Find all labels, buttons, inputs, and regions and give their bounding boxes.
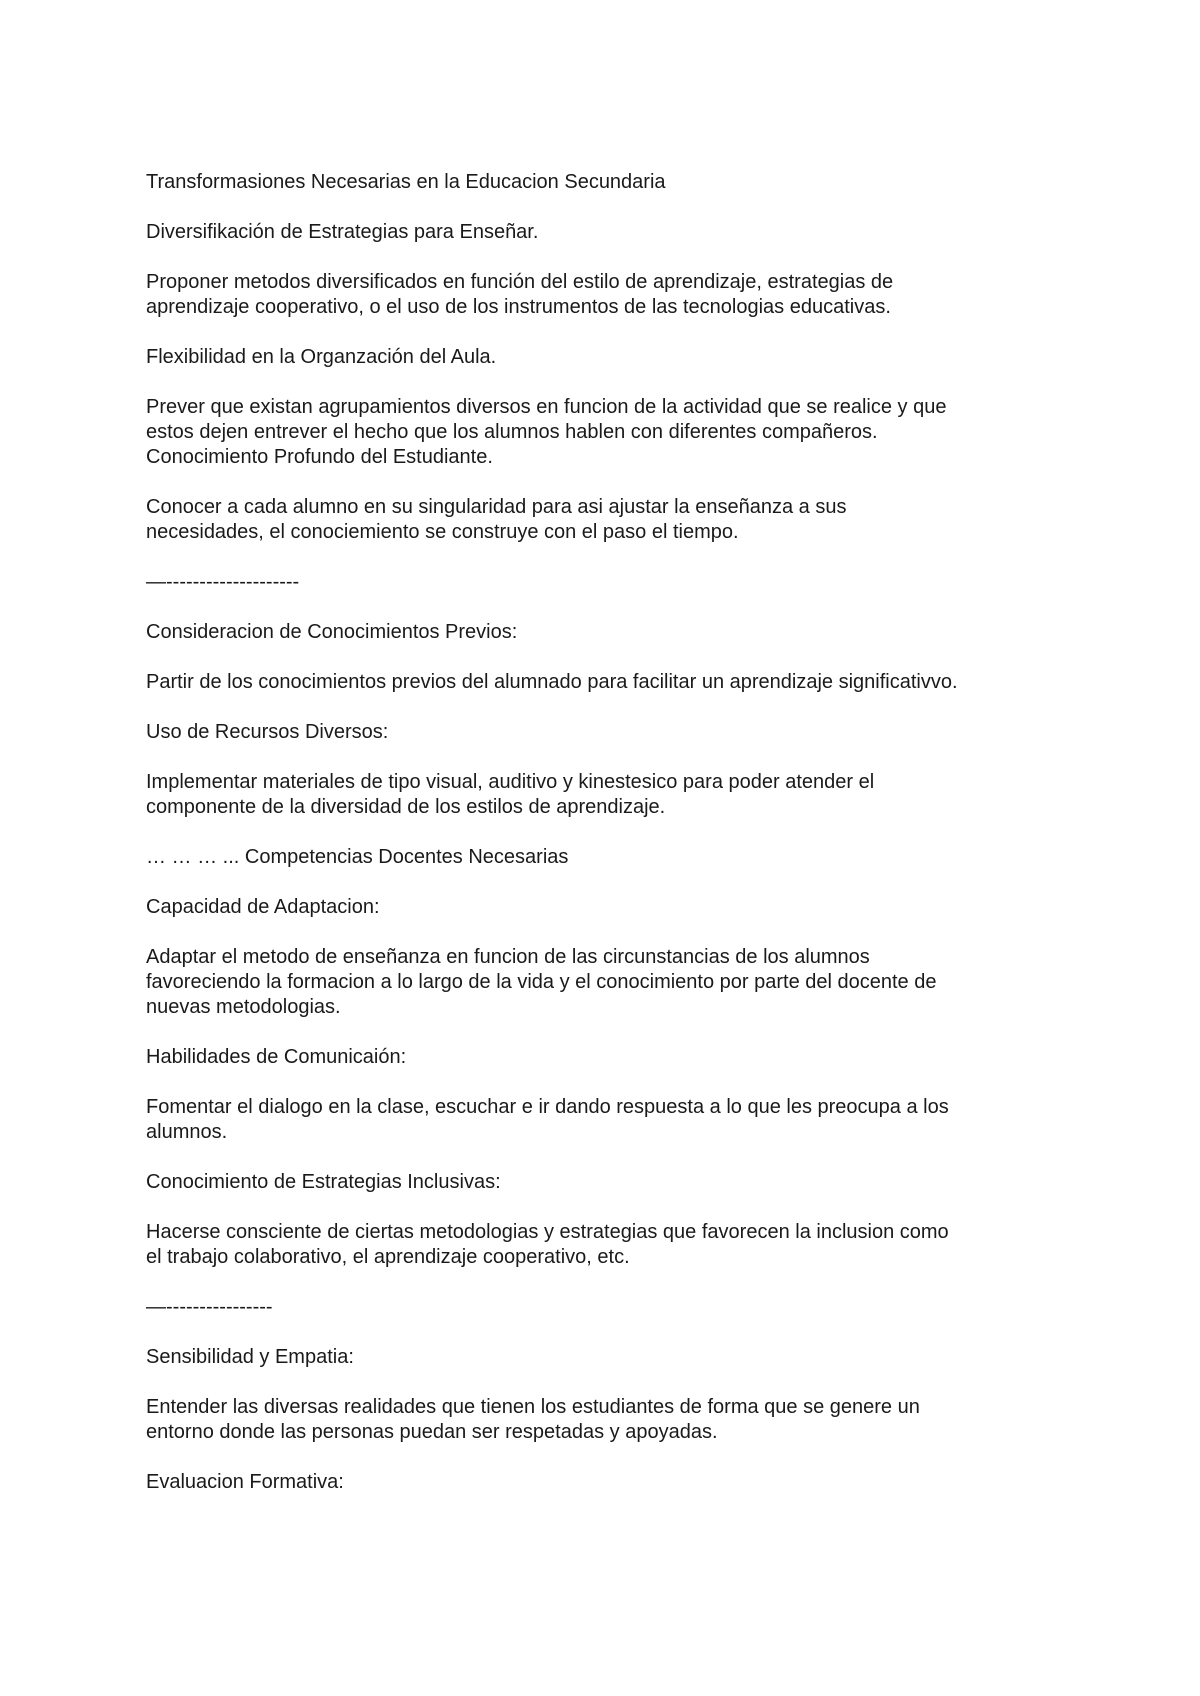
paragraph-conocimiento-estudiante: Conocer a cada alumno en su singularidad para asi ajustar la enseñanza a sus necesidades, el conociemiento se construye con el paso el tiempo.: [146, 496, 847, 543]
section-heading-inclusivas: Conocimiento de Estrategias Inclusivas:: [146, 1171, 501, 1193]
section-heading-diversificacion: Diversifikación de Estrategias para Enseñar.: [146, 221, 539, 243]
paragraph-sensibilidad: Entender las diversas realidades que tienen los estudiantes de forma que se genere un entorno donde las personas puedan ser respetadas y apoyadas.: [146, 1396, 920, 1443]
separator-line: —----------------: [146, 1296, 273, 1318]
paragraph-flexibilidad: Prever que existan agrupamientos diversos en funcion de la actividad que se realice y que estos dejen entrever el hecho que los alumnos hablen con diferentes compañeros. Conocimiento Profundo del Estudiante.: [146, 396, 947, 468]
paragraph-diversificacion: Proponer metodos diversificados en función del estilo de aprendizaje, estrategias de aprendizaje cooperativo, o el uso de los instrumentos de las tecnologias educativas.: [146, 271, 894, 318]
section-heading-conocimientos-previos: Consideracion de Conocimientos Previos:: [146, 621, 518, 643]
separator-line: —--------------------: [146, 571, 300, 593]
section-heading-recursos: Uso de Recursos Diversos:: [146, 721, 389, 743]
section-heading-evaluacion: Evaluacion Formativa:: [146, 1471, 344, 1493]
document-title: Transformasiones Necesarias en la Educacion Secundaria: [146, 171, 666, 193]
section-heading-sensibilidad: Sensibilidad y Empatia:: [146, 1346, 354, 1368]
section-heading-adaptacion: Capacidad de Adaptacion:: [146, 896, 380, 918]
paragraph-adaptacion: Adaptar el metodo de enseñanza en funcion de las circunstancias de los alumnos favoreciendo la formacion a lo largo de la vida y el conocimiento por parte del docente de nuevas metodologias.: [146, 946, 937, 1018]
document-page: [146, 170, 1066, 1520]
section-heading-competencias: … … … ... Competencias Docentes Necesarias: [146, 846, 569, 868]
paragraph-inclusivas: Hacerse consciente de ciertas metodologias y estrategias que favorecen la inclusion como el trabajo colaborativo, el aprendizaje cooperativo, etc.: [146, 1221, 949, 1268]
section-heading-flexibilidad: Flexibilidad en la Organzación del Aula.: [146, 346, 497, 368]
section-heading-comunicacion: Habilidades de Comunicaión:: [146, 1046, 407, 1068]
paragraph-conocimientos-previos: Partir de los conocimientos previos del alumnado para facilitar un aprendizaje significativvo.: [146, 671, 958, 693]
paragraph-comunicacion: Fomentar el dialogo en la clase, escuchar e ir dando respuesta a lo que les preocupa a los alumnos.: [146, 1096, 949, 1143]
paragraph-recursos: Implementar materiales de tipo visual, auditivo y kinestesico para poder atender el componente de la diversidad de los estilos de aprendizaje.: [146, 771, 875, 818]
